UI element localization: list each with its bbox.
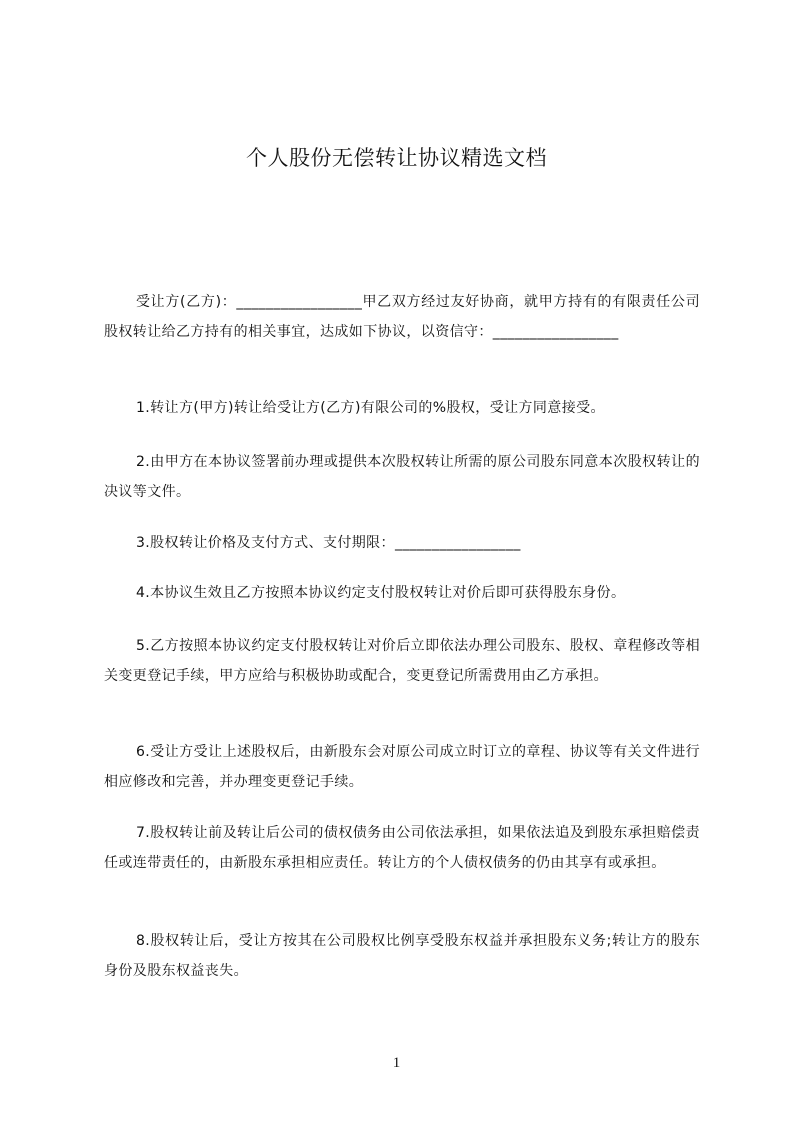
document-title: 个人股份无偿转让协议精选文档 xyxy=(246,146,547,170)
preamble-paragraph: 受让方(乙方)：_________________甲乙双方经过友好协商，就甲方持有的有限责任公司股权转让给乙方持有的相关事宜，达成如下协议，以资信守：_________________ xyxy=(104,294,700,340)
clause-6: 6.受让方受让上述股权后，由新股东会对原公司成立时订立的章程、协议等有关文件进行相应修改和完善，并办理变更登记手续。 xyxy=(104,744,700,790)
clause-8: 8.股权转让后，受让方按其在公司股权比例享受股东权益并承担股东义务;转让方的股东身份及股东权益丧失。 xyxy=(104,933,700,979)
clause-5: 5.乙方按照本协议约定支付股权转让对价后立即依法办理公司股东、股权、章程修改等相关变更登记手续，甲方应给与积极协助或配合，变更登记所需费用由乙方承担。 xyxy=(104,638,700,684)
page-number: 1 xyxy=(392,1055,401,1071)
clause-2: 2.由甲方在本协议签署前办理或提供本次股权转让所需的原公司股东同意本次股权转让的决议等文件。 xyxy=(104,454,700,500)
clause-3: 3.股权转让价格及支付方式、支付期限：_________________ xyxy=(136,535,521,551)
clause-7: 7.股权转让前及转让后公司的债权债务由公司依法承担，如果依法追及到股东承担赔偿责任或连带责任的，由新股东承担相应责任。转让方的个人债权债务的仍由其享有或承担。 xyxy=(104,825,700,871)
clause-1: 1.转让方(甲方)转让给受让方(乙方)有限公司的%股权，受让方同意接受。 xyxy=(136,400,605,416)
clause-4: 4.本协议生效且乙方按照本协议约定支付股权转让对价后即可获得股东身份。 xyxy=(136,585,626,601)
